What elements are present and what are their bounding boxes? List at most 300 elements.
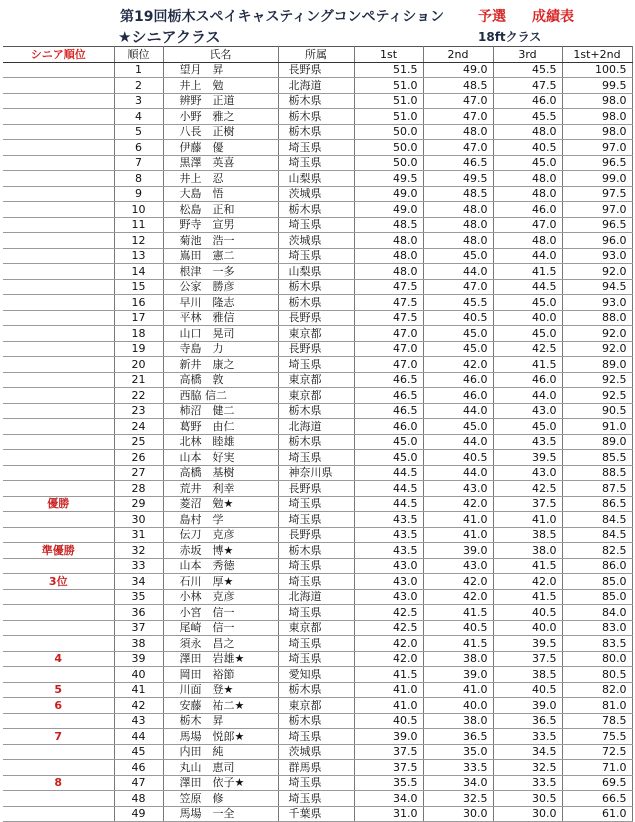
affiliation-cell: 東京都 [278, 620, 354, 636]
senior-rank-cell [3, 217, 114, 233]
total-cell: 78.5 [562, 713, 632, 729]
name-cell: 内田 純 [163, 744, 278, 760]
first-cell: 51.0 [354, 78, 423, 94]
affiliation-cell: 長野県 [278, 62, 354, 78]
first-cell: 44.5 [354, 481, 423, 497]
senior-rank-cell [3, 605, 114, 621]
total-cell: 92.0 [562, 264, 632, 280]
second-cell: 40.5 [423, 450, 493, 466]
total-cell: 98.0 [562, 124, 632, 140]
table-row [3, 217, 632, 233]
table-row [3, 310, 632, 326]
second-cell: 47.0 [423, 279, 493, 295]
name-cell: 望月 昇 [163, 62, 278, 78]
rank-cell: 6 [114, 140, 163, 156]
name-cell: 辨野 正道 [163, 93, 278, 109]
name-cell: 松島 正和 [163, 202, 278, 218]
total-cell: 89.0 [562, 434, 632, 450]
third-cell: 41.5 [493, 589, 562, 605]
second-cell: 47.0 [423, 140, 493, 156]
third-cell: 45.0 [493, 155, 562, 171]
third-cell: 48.0 [493, 233, 562, 249]
affiliation-cell: 栃木県 [278, 543, 354, 559]
affiliation-cell: 栃木県 [278, 682, 354, 698]
rank-cell: 11 [114, 217, 163, 233]
affiliation-cell: 山梨県 [278, 171, 354, 187]
affiliation-cell: 愛知県 [278, 667, 354, 683]
total-cell: 92.5 [562, 388, 632, 404]
second-cell: 49.5 [423, 171, 493, 187]
rank-cell: 31 [114, 527, 163, 543]
affiliation-cell: 埼玉県 [278, 605, 354, 621]
rank-cell: 2 [114, 78, 163, 94]
senior-rank-cell: 5 [3, 682, 114, 698]
third-cell: 30.0 [493, 806, 562, 822]
senior-rank-cell [3, 78, 114, 94]
first-cell: 43.0 [354, 558, 423, 574]
name-cell: 笠原 修 [163, 791, 278, 807]
total-cell: 85.0 [562, 589, 632, 605]
rank-cell: 47 [114, 775, 163, 791]
second-cell: 38.0 [423, 651, 493, 667]
affiliation-cell: 埼玉県 [278, 791, 354, 807]
third-cell: 45.5 [493, 109, 562, 125]
affiliation-cell: 埼玉県 [278, 512, 354, 528]
first-cell: 31.0 [354, 806, 423, 822]
first-cell: 46.5 [354, 403, 423, 419]
name-cell: 大島 悟 [163, 186, 278, 202]
table-row [3, 682, 632, 698]
second-cell: 45.0 [423, 419, 493, 435]
rank-cell: 25 [114, 434, 163, 450]
first-cell: 41.0 [354, 682, 423, 698]
second-cell: 40.0 [423, 698, 493, 714]
second-cell: 41.5 [423, 636, 493, 652]
third-cell: 38.5 [493, 667, 562, 683]
second-cell: 48.5 [423, 186, 493, 202]
second-cell: 36.5 [423, 729, 493, 745]
second-cell: 49.0 [423, 62, 493, 78]
name-cell: 小林 克彦 [163, 589, 278, 605]
class-subtitle: ★シニアクラス [118, 28, 221, 46]
second-cell: 48.0 [423, 202, 493, 218]
total-cell: 61.0 [562, 806, 632, 822]
affiliation-cell: 茨城県 [278, 233, 354, 249]
name-cell: 山本 秀徳 [163, 558, 278, 574]
name-cell: 西脇 信二 [163, 388, 278, 404]
header-third: 3rd [493, 47, 562, 63]
affiliation-cell: 長野県 [278, 481, 354, 497]
name-cell: 赤坂 博★ [163, 543, 278, 559]
total-cell: 98.0 [562, 93, 632, 109]
rank-cell: 7 [114, 155, 163, 171]
results-table [3, 46, 633, 822]
rank-cell: 35 [114, 589, 163, 605]
senior-rank-cell: 優勝 [3, 496, 114, 512]
rank-cell: 46 [114, 760, 163, 776]
rank-cell: 14 [114, 264, 163, 280]
senior-rank-cell [3, 589, 114, 605]
rank-cell: 21 [114, 372, 163, 388]
third-cell: 44.5 [493, 279, 562, 295]
affiliation-cell: 北海道 [278, 419, 354, 435]
rank-cell: 41 [114, 682, 163, 698]
table-row [3, 248, 632, 264]
senior-rank-cell [3, 620, 114, 636]
third-cell: 43.5 [493, 434, 562, 450]
second-cell: 45.5 [423, 295, 493, 311]
name-cell: 岡田 裕節 [163, 667, 278, 683]
rank-cell: 33 [114, 558, 163, 574]
third-cell: 40.5 [493, 605, 562, 621]
third-cell: 42.0 [493, 574, 562, 590]
senior-rank-cell [3, 403, 114, 419]
table-row [3, 372, 632, 388]
rank-cell: 22 [114, 388, 163, 404]
total-cell: 99.0 [562, 171, 632, 187]
third-cell: 48.0 [493, 171, 562, 187]
rank-cell: 1 [114, 62, 163, 78]
affiliation-cell: 埼玉県 [278, 140, 354, 156]
affiliation-cell: 埼玉県 [278, 357, 354, 373]
second-cell: 48.0 [423, 233, 493, 249]
third-cell: 44.0 [493, 248, 562, 264]
name-cell: 葛野 由仁 [163, 419, 278, 435]
rank-cell: 32 [114, 543, 163, 559]
second-cell: 39.0 [423, 543, 493, 559]
second-cell: 47.0 [423, 109, 493, 125]
table-row [3, 171, 632, 187]
total-cell: 84.5 [562, 512, 632, 528]
affiliation-cell: 埼玉県 [278, 450, 354, 466]
first-cell: 46.0 [354, 419, 423, 435]
affiliation-cell: 栃木県 [278, 109, 354, 125]
senior-rank-cell [3, 310, 114, 326]
senior-rank-cell [3, 186, 114, 202]
total-cell: 93.0 [562, 295, 632, 311]
name-cell: 小野 雅之 [163, 109, 278, 125]
affiliation-cell: 北海道 [278, 78, 354, 94]
first-cell: 34.0 [354, 791, 423, 807]
senior-rank-cell [3, 636, 114, 652]
senior-rank-cell [3, 667, 114, 683]
name-cell: 山口 晃司 [163, 326, 278, 342]
rank-cell: 16 [114, 295, 163, 311]
table-row [3, 62, 632, 78]
total-cell: 87.5 [562, 481, 632, 497]
total-cell: 86.5 [562, 496, 632, 512]
name-cell: 澤田 依子★ [163, 775, 278, 791]
affiliation-cell: 神奈川県 [278, 465, 354, 481]
affiliation-cell: 栃木県 [278, 713, 354, 729]
total-cell: 100.5 [562, 62, 632, 78]
senior-rank-cell [3, 713, 114, 729]
table-row [3, 186, 632, 202]
rank-cell: 42 [114, 698, 163, 714]
rank-cell: 44 [114, 729, 163, 745]
senior-rank-cell [3, 744, 114, 760]
senior-rank-cell: 6 [3, 698, 114, 714]
third-cell: 39.5 [493, 636, 562, 652]
name-cell: 高橋 基樹 [163, 465, 278, 481]
total-cell: 96.5 [562, 155, 632, 171]
first-cell: 48.0 [354, 248, 423, 264]
name-cell: 馬場 悦郎★ [163, 729, 278, 745]
affiliation-cell: 埼玉県 [278, 651, 354, 667]
first-cell: 46.5 [354, 372, 423, 388]
third-cell: 33.5 [493, 729, 562, 745]
second-cell: 48.0 [423, 217, 493, 233]
name-cell: 平林 雅信 [163, 310, 278, 326]
affiliation-cell: 埼玉県 [278, 558, 354, 574]
senior-rank-cell [3, 140, 114, 156]
first-cell: 43.5 [354, 527, 423, 543]
first-cell: 42.0 [354, 636, 423, 652]
third-cell: 37.5 [493, 496, 562, 512]
rank-cell: 17 [114, 310, 163, 326]
rank-cell: 29 [114, 496, 163, 512]
table-row [3, 357, 632, 373]
first-cell: 44.5 [354, 496, 423, 512]
table-row [3, 78, 632, 94]
first-cell: 44.5 [354, 465, 423, 481]
senior-rank-cell [3, 279, 114, 295]
senior-rank-cell: 準優勝 [3, 543, 114, 559]
name-cell: 栃木 昇 [163, 713, 278, 729]
affiliation-cell: 東京都 [278, 372, 354, 388]
total-cell: 92.5 [562, 372, 632, 388]
table-row [3, 806, 632, 822]
affiliation-cell: 長野県 [278, 527, 354, 543]
second-cell: 45.0 [423, 248, 493, 264]
rank-cell: 5 [114, 124, 163, 140]
table-row [3, 403, 632, 419]
table-row [3, 543, 632, 559]
total-cell: 85.5 [562, 450, 632, 466]
third-cell: 40.5 [493, 140, 562, 156]
name-cell: 北林 睦雄 [163, 434, 278, 450]
rank-cell: 26 [114, 450, 163, 466]
first-cell: 51.0 [354, 109, 423, 125]
table-row [3, 791, 632, 807]
third-cell: 41.5 [493, 264, 562, 280]
table-row [3, 155, 632, 171]
rank-cell: 19 [114, 341, 163, 357]
total-cell: 91.0 [562, 419, 632, 435]
second-cell: 43.0 [423, 558, 493, 574]
first-cell: 41.0 [354, 698, 423, 714]
senior-rank-cell [3, 465, 114, 481]
third-cell: 46.0 [493, 202, 562, 218]
rank-cell: 34 [114, 574, 163, 590]
second-cell: 44.0 [423, 264, 493, 280]
senior-rank-cell [3, 155, 114, 171]
third-cell: 33.5 [493, 775, 562, 791]
affiliation-cell: 栃木県 [278, 124, 354, 140]
senior-rank-cell [3, 248, 114, 264]
third-cell: 41.5 [493, 357, 562, 373]
senior-rank-cell: 8 [3, 775, 114, 791]
third-cell: 41.5 [493, 558, 562, 574]
name-cell: 島村 学 [163, 512, 278, 528]
affiliation-cell: 栃木県 [278, 434, 354, 450]
total-cell: 92.0 [562, 326, 632, 342]
table-row [3, 527, 632, 543]
total-cell: 88.5 [562, 465, 632, 481]
line-class-label: 18ftクラス [478, 30, 542, 44]
affiliation-cell: 埼玉県 [278, 574, 354, 590]
second-cell: 32.5 [423, 791, 493, 807]
senior-rank-cell [3, 760, 114, 776]
second-cell: 44.0 [423, 465, 493, 481]
senior-rank-cell: 4 [3, 651, 114, 667]
table-row [3, 744, 632, 760]
senior-rank-cell [3, 326, 114, 342]
third-cell: 40.0 [493, 620, 562, 636]
table-row [3, 419, 632, 435]
name-cell: 澤田 岩雄★ [163, 651, 278, 667]
second-cell: 38.0 [423, 713, 493, 729]
name-cell: 根津 一多 [163, 264, 278, 280]
total-cell: 84.0 [562, 605, 632, 621]
name-cell: 八長 正樹 [163, 124, 278, 140]
first-cell: 40.5 [354, 713, 423, 729]
rank-cell: 23 [114, 403, 163, 419]
second-cell: 40.5 [423, 310, 493, 326]
senior-rank-cell [3, 558, 114, 574]
table-row [3, 124, 632, 140]
first-cell: 47.0 [354, 326, 423, 342]
senior-rank-cell [3, 233, 114, 249]
first-cell: 43.0 [354, 589, 423, 605]
first-cell: 47.5 [354, 279, 423, 295]
total-cell: 69.5 [562, 775, 632, 791]
senior-rank-cell [3, 372, 114, 388]
rank-cell: 48 [114, 791, 163, 807]
total-cell: 97.0 [562, 202, 632, 218]
first-cell: 43.0 [354, 574, 423, 590]
second-cell: 39.0 [423, 667, 493, 683]
senior-rank-cell [3, 357, 114, 373]
first-cell: 47.5 [354, 310, 423, 326]
rank-cell: 15 [114, 279, 163, 295]
affiliation-cell: 千葉県 [278, 806, 354, 822]
senior-rank-cell [3, 124, 114, 140]
name-cell: 菊池 浩一 [163, 233, 278, 249]
first-cell: 48.5 [354, 217, 423, 233]
third-cell: 38.5 [493, 527, 562, 543]
first-cell: 49.0 [354, 186, 423, 202]
table-row [3, 574, 632, 590]
second-cell: 43.0 [423, 481, 493, 497]
table-row [3, 388, 632, 404]
third-cell: 45.0 [493, 419, 562, 435]
affiliation-cell: 長野県 [278, 341, 354, 357]
name-cell: 井上 忍 [163, 171, 278, 187]
third-cell: 45.5 [493, 62, 562, 78]
total-cell: 82.0 [562, 682, 632, 698]
rank-cell: 20 [114, 357, 163, 373]
total-cell: 80.0 [562, 651, 632, 667]
senior-rank-cell: 7 [3, 729, 114, 745]
total-cell: 98.0 [562, 109, 632, 125]
rank-cell: 27 [114, 465, 163, 481]
affiliation-cell: 東京都 [278, 326, 354, 342]
total-cell: 86.0 [562, 558, 632, 574]
senior-rank-cell [3, 295, 114, 311]
table-row [3, 667, 632, 683]
first-cell: 51.5 [354, 62, 423, 78]
second-cell: 41.0 [423, 682, 493, 698]
senior-rank-cell [3, 93, 114, 109]
first-cell: 47.5 [354, 295, 423, 311]
affiliation-cell: 埼玉県 [278, 496, 354, 512]
table-row [3, 341, 632, 357]
header-second: 2nd [423, 47, 493, 63]
total-cell: 94.5 [562, 279, 632, 295]
second-cell: 35.0 [423, 744, 493, 760]
table-row [3, 558, 632, 574]
total-cell: 83.5 [562, 636, 632, 652]
first-cell: 41.5 [354, 667, 423, 683]
senior-rank-cell [3, 512, 114, 528]
first-cell: 48.0 [354, 233, 423, 249]
rank-cell: 28 [114, 481, 163, 497]
senior-rank-cell [3, 527, 114, 543]
rank-cell: 9 [114, 186, 163, 202]
first-cell: 49.0 [354, 202, 423, 218]
rank-cell: 45 [114, 744, 163, 760]
table-row [3, 93, 632, 109]
title-tag-preliminary: 予選 [478, 9, 506, 25]
rank-cell: 30 [114, 512, 163, 528]
third-cell: 45.0 [493, 326, 562, 342]
first-cell: 50.0 [354, 140, 423, 156]
name-cell: 馬場 一全 [163, 806, 278, 822]
name-cell: 荒井 利幸 [163, 481, 278, 497]
third-cell: 39.5 [493, 450, 562, 466]
first-cell: 42.0 [354, 651, 423, 667]
table-row [3, 775, 632, 791]
senior-rank-cell [3, 419, 114, 435]
third-cell: 39.0 [493, 698, 562, 714]
second-cell: 41.0 [423, 512, 493, 528]
senior-rank-cell [3, 171, 114, 187]
name-cell: 高橋 敦 [163, 372, 278, 388]
name-cell: 安藤 祐二★ [163, 698, 278, 714]
affiliation-cell: 東京都 [278, 698, 354, 714]
third-cell: 34.5 [493, 744, 562, 760]
third-cell: 41.0 [493, 512, 562, 528]
table-row [3, 465, 632, 481]
rank-cell: 49 [114, 806, 163, 822]
second-cell: 48.5 [423, 78, 493, 94]
table-row [3, 434, 632, 450]
senior-rank-cell: 3位 [3, 574, 114, 590]
affiliation-cell: 北海道 [278, 589, 354, 605]
first-cell: 45.0 [354, 450, 423, 466]
table-row [3, 109, 632, 125]
first-cell: 43.5 [354, 543, 423, 559]
affiliation-cell: 栃木県 [278, 279, 354, 295]
rank-cell: 8 [114, 171, 163, 187]
affiliation-cell: 東京都 [278, 388, 354, 404]
table-row [3, 760, 632, 776]
third-cell: 36.5 [493, 713, 562, 729]
second-cell: 44.0 [423, 403, 493, 419]
third-cell: 38.0 [493, 543, 562, 559]
first-cell: 35.5 [354, 775, 423, 791]
